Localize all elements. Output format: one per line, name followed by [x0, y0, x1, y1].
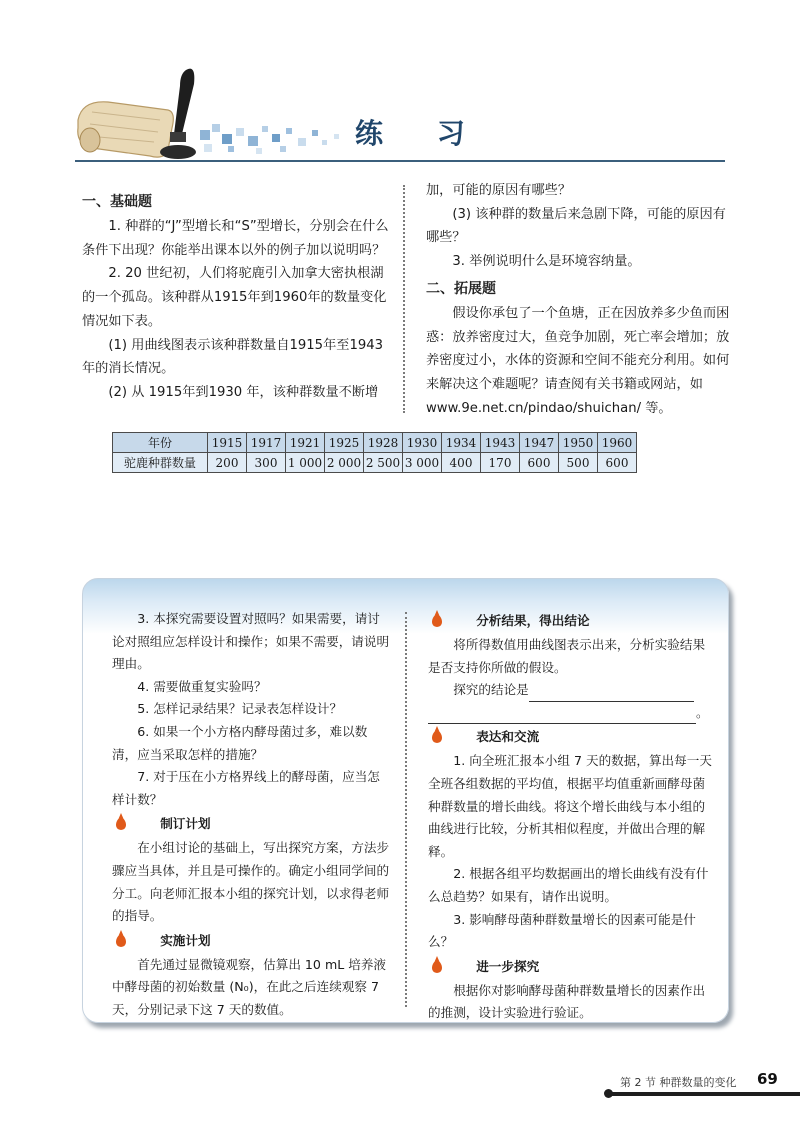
- table-row-counts: [113, 453, 637, 473]
- question-2-part-2-continued: 加，可能的原因有哪些？: [426, 183, 572, 198]
- conclusion-label: 探究的结论是: [453, 682, 529, 698]
- implement-heading: 实施计划: [160, 932, 211, 948]
- basic-heading: 一、基础题: [82, 194, 152, 210]
- drop-bullet-icon: [116, 818, 126, 830]
- header-rule: [75, 160, 725, 162]
- table-cell: 1930: [403, 433, 442, 453]
- conclusion-line: [428, 679, 713, 702]
- table-cell: 600: [598, 453, 637, 473]
- inquiry-left-column: [112, 608, 390, 1022]
- analyze-heading-row: [428, 608, 713, 634]
- express-heading: 表达和交流: [476, 729, 540, 745]
- question-2: 2. 20 世纪初，人们将驼鹿引入加拿大密执根湖的一个孤岛。该种群从1915年到1960年的数量变化情况如下表。: [82, 266, 387, 329]
- inquiry-question-5: 5. 怎样记录结果？记录表怎样设计？: [137, 701, 343, 717]
- panel-column-divider: [405, 612, 407, 1007]
- implement-heading-row: [112, 928, 390, 954]
- inquiry-question-7: 7. 对于压在小方格界线上的酵母菌，应当怎样计数？: [112, 769, 380, 807]
- table-header-count: 驼鹿种群数量: [113, 453, 208, 473]
- implement-text: 首先通过显微镜观察，估算出 10 mL 培养液中酵母菌的初始数量 (N₀)，在此之后连续观察 7 天，分别记录下这 7 天的数值。: [112, 956, 387, 1017]
- table-cell: 3 000: [403, 453, 442, 473]
- table-cell: 400: [442, 453, 481, 473]
- drop-bullet-icon: [432, 961, 442, 973]
- inquiry-right-column: [428, 608, 713, 1025]
- scroll-icon: [78, 102, 174, 157]
- table-header-year: 年份: [113, 433, 208, 453]
- inquiry-question-4: 4. 需要做重复实验吗？: [137, 678, 267, 694]
- plan-heading: 制订计划: [160, 816, 211, 832]
- table-cell: 500: [559, 453, 598, 473]
- table-cell: 2 500: [364, 453, 403, 473]
- table-cell: 1925: [325, 433, 364, 453]
- express-1: 1. 向全班汇报本小组 7 天的数据，算出每一天全班各组数据的平均值，根据平均值重新画酵母菌种群数量的增长曲线。将这个增长曲线与本小组的曲线进行比较，分析其相似程度，并做出合理的解释。: [428, 753, 712, 859]
- table-cell: 1943: [481, 433, 520, 453]
- page-title: 练 习: [355, 117, 487, 150]
- pixel-band: [200, 124, 339, 154]
- table-cell: 1921: [286, 433, 325, 453]
- footer-section-title: 第 2 节 种群数量的变化: [620, 1076, 737, 1089]
- table-cell: 1950: [559, 433, 598, 453]
- table-cell: 1947: [520, 433, 559, 453]
- plan-heading-row: [112, 811, 390, 837]
- question-3: 3. 举例说明什么是环境容纳量。: [452, 254, 641, 270]
- extension-text: 假设你承包了一个鱼塘，正在因放养多少鱼而困惑：放养密度过大，鱼竞争加剧，死亡率会增加；放养密度过小，水体的资源和空间不能充分利用。如何来解决这个难题呢？请查阅有关书籍或网站，如 www.9e.net.cn/pindao/shuichan/ 等。: [426, 305, 730, 416]
- question-2-part-2: (2) 从 1915年到1930 年，该种群数量不断增: [108, 384, 379, 400]
- exercise-left-column: [82, 189, 392, 405]
- table-cell: 1928: [364, 433, 403, 453]
- table-cell: 200: [208, 453, 247, 473]
- plan-text: 在小组讨论的基础上，写出探究方案，方法步骤应当具体，并且是可操作的。确定小组同学间的分工。向老师汇报本小组的探究计划，以求得老师的指导。: [112, 840, 390, 924]
- table-cell: 1 000: [286, 453, 325, 473]
- footer-rule: [608, 1092, 800, 1096]
- table-cell: 1960: [598, 433, 637, 453]
- further-text: 根据你对影响酵母菌种群数量增长的因素作出的推测，设计实验进行验证。: [428, 982, 706, 1021]
- table-row-years: [113, 433, 637, 453]
- conclusion-line-2: 。: [428, 702, 713, 725]
- question-2-part-3: (3) 该种群的数量后来急剧下降，可能的原因有哪些？: [426, 206, 726, 246]
- extension-heading: 二、拓展题: [426, 280, 496, 297]
- header-decoration: [0, 0, 800, 180]
- inquiry-question-3: 3. 本探究需要设置对照吗？如果需要，请讨论对照组应怎样设计和操作；如果不需要，请说明理由。: [112, 611, 390, 672]
- table-cell: 170: [481, 453, 520, 473]
- table-cell: 1934: [442, 433, 481, 453]
- table-cell: 600: [520, 453, 559, 473]
- drop-bullet-icon: [432, 615, 442, 627]
- column-divider: [403, 185, 405, 413]
- exercise-right-column: [426, 179, 736, 420]
- table-cell: 1917: [247, 433, 286, 453]
- express-2: 2. 根据各组平均数据画出的增长曲线有没有什么总趋势？如果有，请作出说明。: [428, 866, 709, 904]
- further-heading: 进一步探究: [476, 958, 540, 974]
- analyze-heading: 分析结果，得出结论: [476, 613, 590, 628]
- table-cell: 300: [247, 453, 286, 473]
- table-cell: 1915: [208, 433, 247, 453]
- express-heading-row: [428, 724, 713, 750]
- further-heading-row: [428, 954, 713, 980]
- inquiry-question-6: 6. 如果一个小方格内酵母菌过多，难以数清，应当采取怎样的措施？: [112, 723, 368, 762]
- drop-bullet-icon: [116, 935, 126, 947]
- moose-population-table: [112, 432, 637, 473]
- question-2-part-1: (1) 用曲线图表示该种群数量自1915年至1943年的消长情况。: [82, 337, 384, 377]
- drop-bullet-icon: [432, 731, 442, 743]
- analyze-text: 将所得数值用曲线图表示出来，分析实验结果是否支持你所做的假设。: [428, 637, 706, 675]
- page-number: 69: [757, 1070, 778, 1088]
- question-1: 1. 种群的“J”型增长和“S”型增长，分别会在什么条件下出现？你能举出课本以外的例子加以说明吗？: [82, 219, 389, 258]
- express-3: 3. 影响酵母菌种群数量增长的因素可能是什么？: [428, 911, 696, 950]
- table-cell: 2 000: [325, 453, 364, 473]
